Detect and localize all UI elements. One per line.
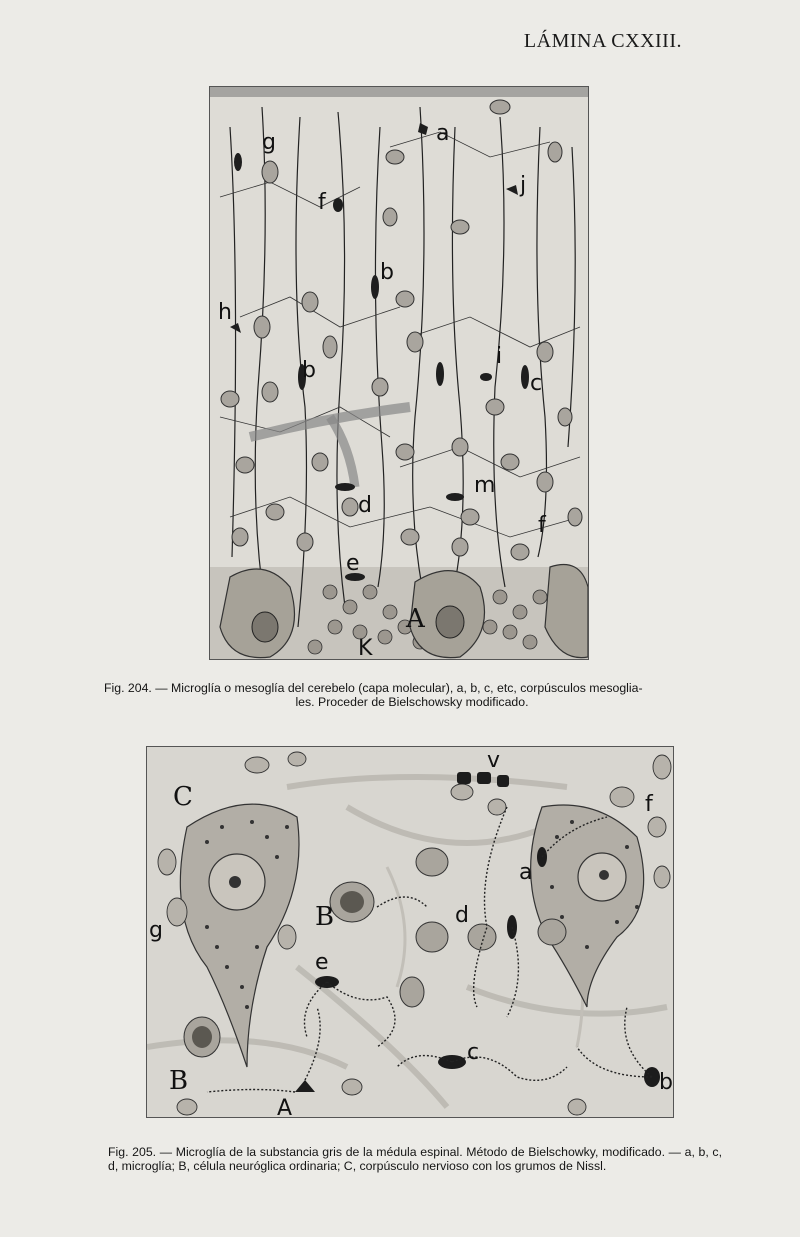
fig205-label-B-1: B	[315, 902, 335, 932]
fig205-label-c: c	[467, 1040, 480, 1065]
figure-204-caption-line1: Fig. 204. — Microglía o mesoglía del cerebelo (capa molecular), a, b, c, etc, corpúsculos mesoglia-	[104, 681, 643, 695]
fig204-label-f-2: f	[538, 513, 546, 538]
fig204-label-m: m	[474, 473, 496, 498]
fig205-label-B-2: B	[169, 1066, 189, 1096]
fig204-label-A: A	[406, 604, 425, 634]
fig205-label-A: A	[277, 1096, 293, 1117]
figure-204-illustration	[209, 86, 589, 660]
figure-204-drawing	[210, 87, 588, 659]
fig205-label-e: e	[315, 950, 329, 975]
fig204-label-b-2: b	[302, 358, 316, 383]
figure-205-caption: Fig. 205. — Microglía de la substancia gris de la médula espinal. Método de Bielschowky, modificado. — a, b, c, d, microglía; B, célula neuróglica ordinaria; C, corpúsculo nervioso con los grumos de Nissl.	[108, 1145, 722, 1173]
fig205-label-C: C	[173, 782, 193, 812]
plate-header	[524, 30, 682, 53]
plate-title: LÁMINA CXXIII.	[523, 30, 682, 52]
fig204-label-K: K	[358, 636, 373, 659]
fig205-label-b: b	[659, 1070, 673, 1095]
fig204-label-c: c	[530, 371, 543, 396]
fig205-label-a: a	[519, 860, 533, 885]
fig205-label-g: g	[149, 918, 163, 943]
fig204-label-e: e	[346, 551, 360, 576]
fig204-label-j: j	[520, 173, 527, 198]
fig205-label-f: f	[645, 792, 653, 817]
figure-205-illustration	[146, 746, 674, 1118]
fig204-label-g: g	[262, 130, 276, 155]
fig204-label-i: i	[496, 344, 503, 369]
fig204-label-d: d	[358, 493, 372, 518]
fig204-label-b-1: b	[380, 260, 394, 285]
fig205-label-v: v	[487, 748, 501, 773]
figure-204-caption-line2: les. Proceder de Bielschowsky modificado.	[295, 695, 529, 709]
fig204-label-f-1: f	[318, 190, 326, 215]
figure-205-drawing	[147, 747, 673, 1117]
figure-204-caption	[104, 681, 720, 709]
fig204-label-a: a	[436, 121, 450, 146]
fig204-label-h: h	[218, 300, 232, 325]
fig205-label-d: d	[455, 903, 469, 928]
